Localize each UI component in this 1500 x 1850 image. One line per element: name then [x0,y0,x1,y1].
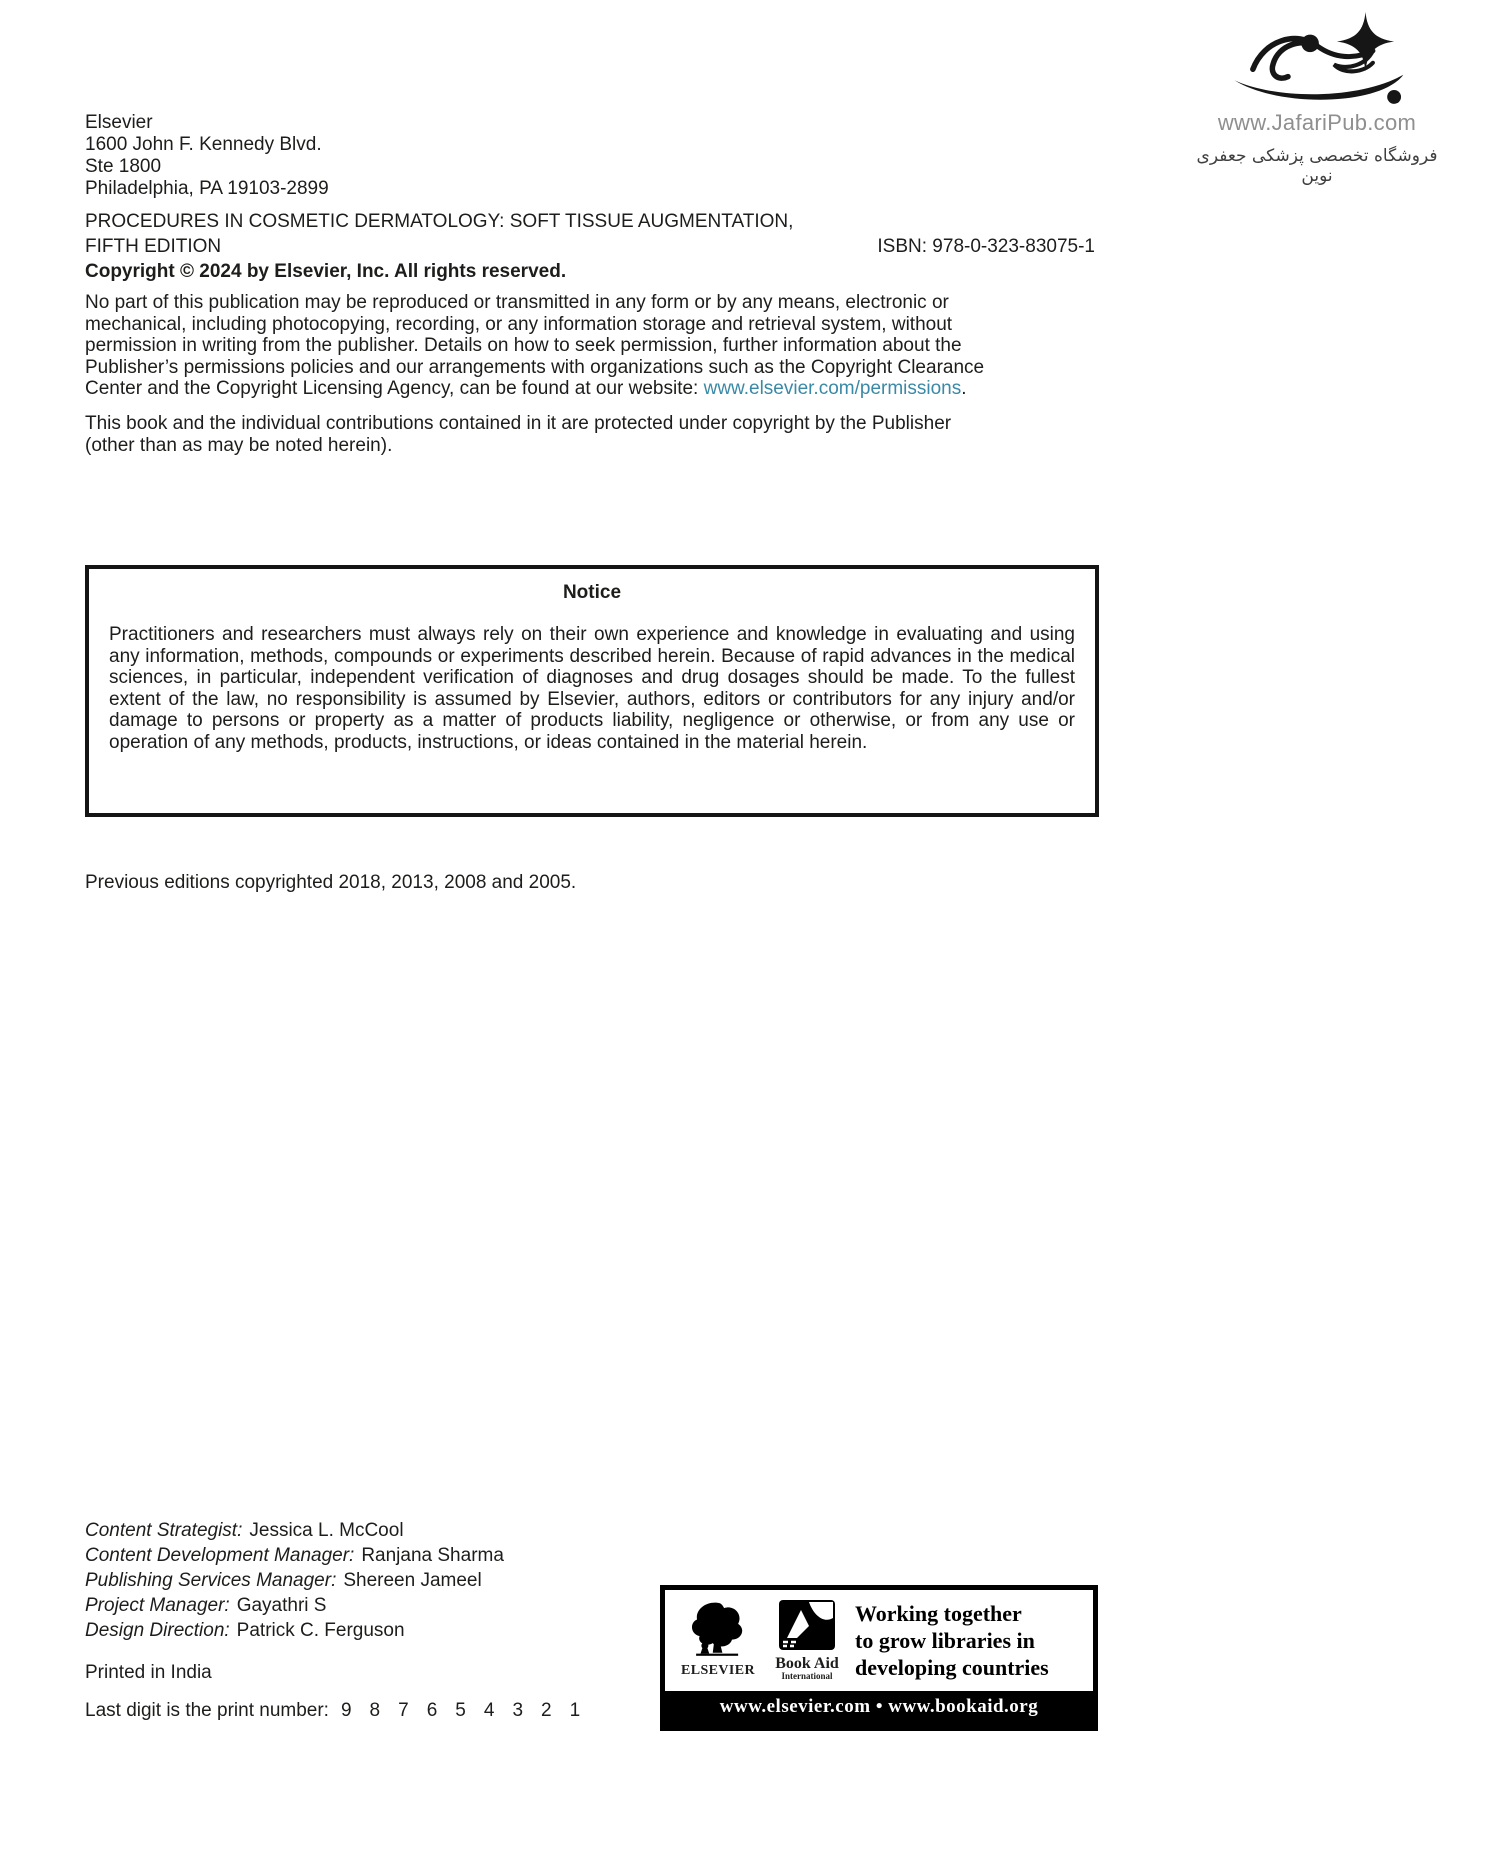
title-block [85,209,1095,284]
publisher-address [85,112,329,200]
notice-title: Notice [562,582,622,603]
credit-name: Shereen Jameel [343,1570,482,1591]
elsevier-tree-logo-icon [687,1602,749,1658]
publisher-name: Elsevier [85,112,153,133]
bookaid-message-line: developing countries [855,1655,1049,1680]
address-line: Ste 1800 [85,156,162,177]
print-digit: 3 [512,1700,524,1721]
credit-role: Content Development Manager: [85,1545,355,1566]
edition-label: FIFTH EDITION [85,236,222,257]
credit-name: Jessica L. McCool [249,1520,404,1541]
isbn: ISBN: 978-0-323-83075-1 [877,236,1095,257]
elsevier-logo-block [677,1602,759,1679]
credit-line [85,1568,504,1593]
print-digit: 6 [426,1700,438,1721]
notice-body: Practitioners and researchers must always rely on their own experience and knowledge in evaluating and using any information, methods, compounds or experiments described herein. Because of rapid advances in the medical sciences, in particular, independent verification of diagnoses and drug dosages should be made. To the fullest extent of the law, no responsibility is assumed by Elsevier, authors, editors or contributors for any injury and/or damage to persons or property as a matter of products liability, negligence or otherwise, or from any use or operation of any methods, products, instructions, or ideas contained in the material herein. [109,624,1075,753]
book-title: PROCEDURES IN COSMETIC DERMATOLOGY: SOFT TISSUE AUGMENTATION, [85,211,794,232]
print-number-label: Last digit is the print number: [85,1700,329,1721]
jafaripub-tagline: فروشگاه تخصصی پزشکی جعفری نوین [1196,146,1438,186]
credit-line [85,1543,504,1568]
credit-name: Ranjana Sharma [361,1545,504,1566]
print-digit: 8 [369,1700,381,1721]
previous-editions: Previous editions copyrighted 2018, 2013, 2008 and 2005. [85,872,577,893]
permissions-text-end: . [961,378,967,400]
print-digit: 1 [569,1700,581,1721]
bookaid-message-line: Working together [855,1601,1022,1626]
jafaripub-brand-block [1192,12,1442,186]
print-digit: 7 [398,1700,409,1721]
bookaid-message-line: to grow libraries in [855,1628,1035,1653]
address-line: 1600 John F. Kennedy Blvd. [85,134,322,155]
address-line: Philadelphia, PA 19103-2899 [85,178,329,199]
print-digit: 9 [340,1700,352,1721]
credit-role: Publishing Services Manager: [85,1570,337,1591]
print-number-line [85,1700,580,1722]
printed-in: Printed in India [85,1662,212,1683]
jafaripub-logo-icon [1225,12,1410,108]
bookaid-message [855,1600,1049,1681]
bookaid-wordmark: Book Aid [775,1655,839,1672]
banner-websites: www.elsevier.com • www.bookaid.org [665,1691,1093,1726]
bookaid-wordmark-sub: International [781,1671,833,1681]
credit-role: Project Manager: [85,1595,230,1616]
permissions-link[interactable]: www.elsevier.com/permissions [703,378,962,400]
credit-role: Design Direction: [85,1620,230,1641]
permissions-paragraph [85,292,985,400]
credit-line [85,1593,504,1618]
notice-box [85,565,1099,817]
credit-line [85,1518,504,1543]
print-digit: 2 [541,1700,552,1721]
print-digit: 4 [483,1700,495,1721]
credit-role: Content Strategist: [85,1520,243,1541]
credit-name: Patrick C. Ferguson [236,1620,405,1641]
bookaid-logo-block [770,1600,844,1681]
jafaripub-url: www.JafariPub.com [1217,110,1417,135]
bookaid-logo-icon [779,1600,835,1650]
print-digits [341,1700,580,1722]
credit-line [85,1618,504,1643]
bookaid-banner-content [665,1590,1093,1691]
bookaid-banner [660,1585,1098,1731]
credit-name: Gayathri S [236,1595,327,1616]
copyright-statement: Copyright © 2024 by Elsevier, Inc. All rights reserved. [85,261,567,282]
print-digit: 5 [455,1700,466,1721]
copyright-protection-paragraph: This book and the individual contributions contained in it are protected under copyright by the Publisher (other than as may be noted herein). [85,413,952,456]
staff-credits [85,1518,504,1643]
elsevier-wordmark: ELSEVIER [680,1663,755,1678]
permissions-text: No part of this publication may be reproduced or transmitted in any form or by any means, electronic or mechanical, including photocopying, recording, or any information storage and retrieval system, without permission in writing from the publisher. Details on how to seek permission, further information about the Publisher’s permissions policies and our arrangements with organizations such as the Copyright Clearance Center and the Copyright Licensing Agency, can be found at our website: [85,292,985,400]
